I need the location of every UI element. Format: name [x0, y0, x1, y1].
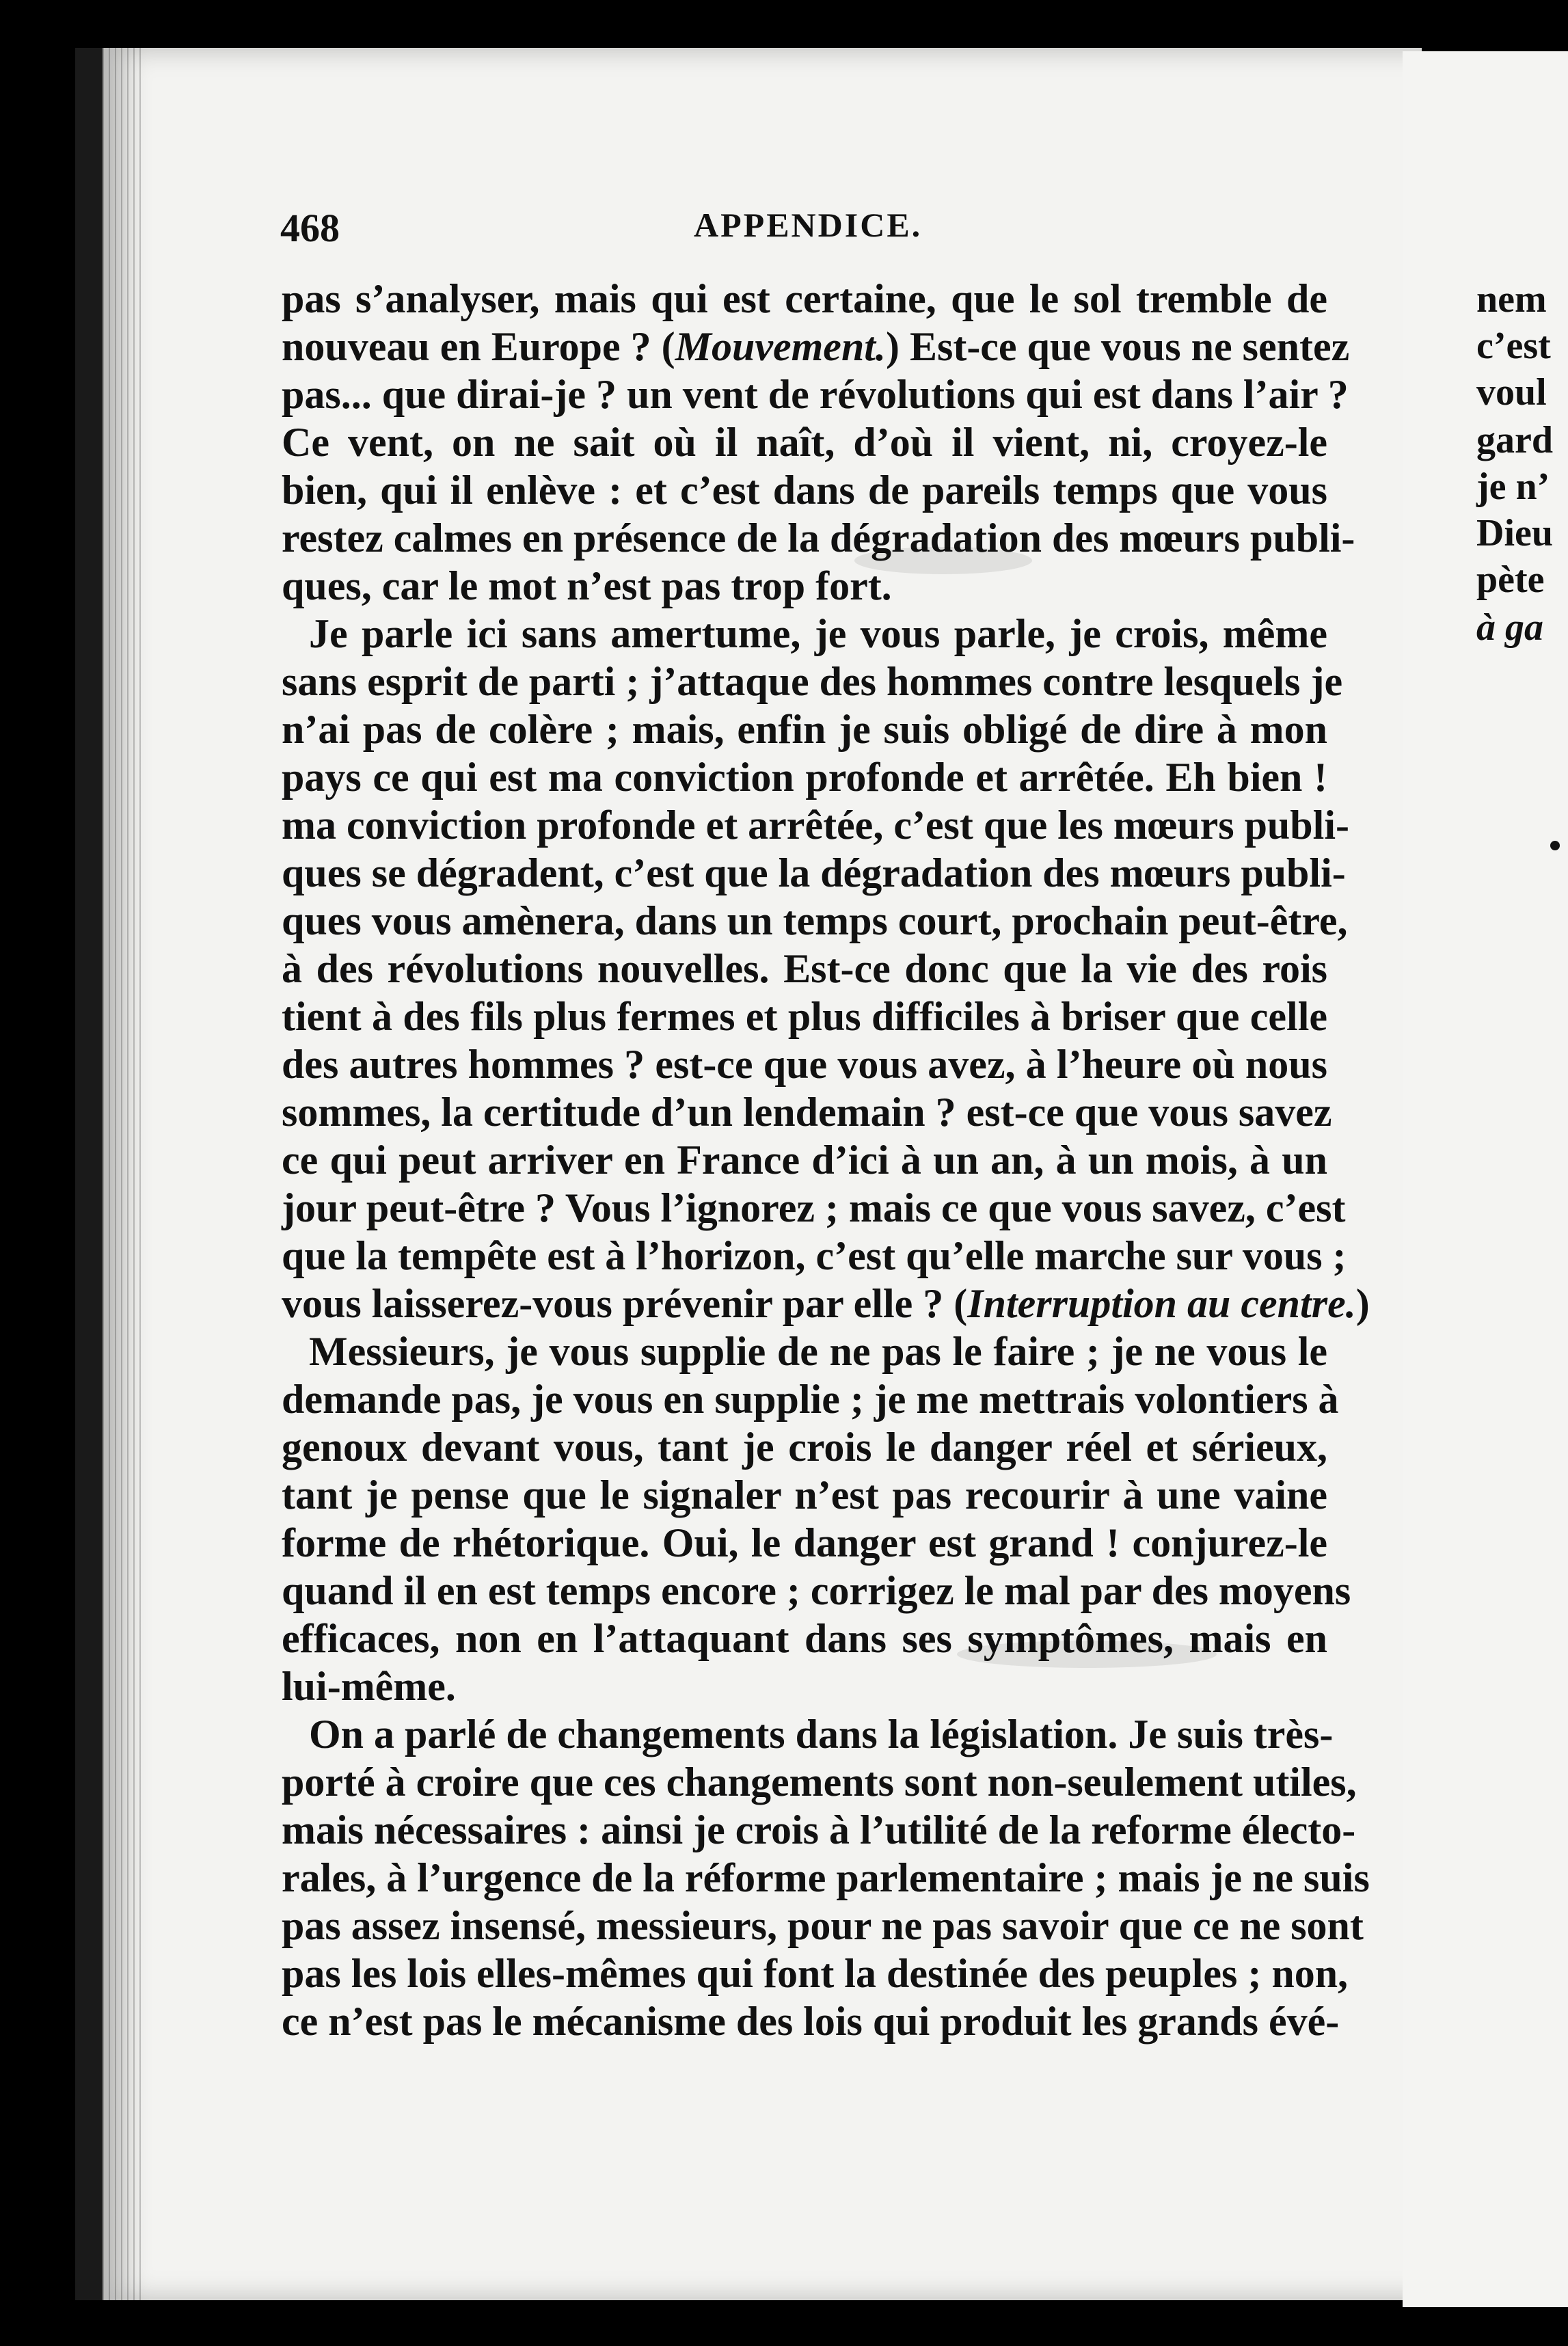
text-line: vous laisserez-vous prévenir par elle ? (Interruption au centre.: [282, 1281, 1356, 1326]
body-text: [282, 275, 1370, 2045]
text-line: restez calmes en présence de la dégradation des mœurs publi-: [282, 515, 1355, 561]
text-line: ce qui peut arriver en France d’ici à un an, à un mois, à un: [282, 1137, 1327, 1183]
text-line: jour peut-être ? Vous l’ignorez ; mais ce que vous savez, c’est: [282, 1185, 1346, 1230]
text-line: que la tempête est à l’horizon, c’est qu’elle marche sur vous ;: [282, 1233, 1347, 1278]
text-line: Ce vent, on ne sait où il naît, d’où il vient, ni, croyez-le: [282, 420, 1327, 465]
stage-direction: Mouvement.: [675, 324, 886, 369]
text-line: ce n’est pas le mécanisme des lois qui produit les grands évé-: [282, 1999, 1340, 2044]
text-line: ques, car le mot n’est pas trop fort.: [282, 563, 892, 608]
text-line: pas les lois elles-mêmes qui font la destinée des peuples ; non,: [282, 1951, 1349, 1996]
print-smudge: [854, 547, 1032, 574]
text-line: pas... que dirai-je ? un vent de révolutions qui est dans l’air ?: [282, 372, 1349, 417]
facing-page-line: nem: [1476, 278, 1547, 321]
text-line: bien, qui il enlève : et c’est dans de pareils temps que vous: [282, 468, 1327, 513]
facing-page-line: c’est: [1476, 325, 1551, 367]
text-line: tient à des fils plus fermes et plus difficiles à briser que celle: [282, 994, 1327, 1039]
text-line: Je parle ici sans amertume, je vous parle, je crois, même: [309, 611, 1327, 656]
facing-page-line: pète: [1476, 558, 1545, 601]
text-line: pas assez insensé, messieurs, pour ne pas savoir que ce ne sont: [282, 1903, 1364, 1948]
text-line: porté à croire que ces changements sont non-seulement utiles,: [282, 1760, 1357, 1805]
text-line: rales, à l’urgence de la réforme parlementaire ; mais je ne suis: [282, 1855, 1370, 1900]
stage-direction: Interruption au centre.: [967, 1281, 1356, 1326]
text-line: à des révolutions nouvelles. Est-ce donc que la vie des rois: [282, 946, 1327, 991]
text-line: efficaces, non en l’attaquant dans ses symptômes, mais en: [282, 1616, 1327, 1661]
facing-page-line: Dieu: [1476, 512, 1553, 554]
text-line: ma conviction profonde et arrêtée, c’est que les mœurs publi-: [282, 803, 1349, 848]
facing-page-mark: [1550, 841, 1560, 850]
text-line: lui-même.: [282, 1664, 456, 1709]
facing-page-line: gard: [1476, 419, 1553, 461]
text-line: quand il en est temps encore ; corrigez le mal par des moyens: [282, 1568, 1351, 1613]
text-line: On a parlé de changements dans la législation. Je suis très-: [309, 1712, 1334, 1757]
running-title: APPENDICE.: [694, 206, 923, 244]
text-line: nouveau en Europe ? (Mouvement.) Est-ce que vous ne sentez: [282, 324, 1350, 369]
text-line: pas s’analyser, mais qui est certaine, que le sol tremble de: [282, 276, 1327, 321]
running-head: [280, 205, 1326, 253]
page-gutter: [103, 48, 144, 2300]
text-line: Messieurs, je vous supplie de ne pas le faire ; je ne vous le: [309, 1329, 1327, 1374]
text-line: forme de rhétorique. Oui, le danger est grand ! conjurez-le: [282, 1520, 1327, 1565]
text-line: des autres hommes ? est-ce que vous avez, à l’heure où nous: [282, 1042, 1327, 1087]
text-line: ques vous amènera, dans un temps court, prochain peut-être,: [282, 898, 1348, 943]
text-line: tant je pense que le signaler n’est pas recourir à une vaine: [282, 1472, 1327, 1518]
text-line: n’ai pas de colère ; mais, enfin je suis obligé de dire à mon: [282, 707, 1327, 752]
text-line: demande pas, je vous en supplie ; je me mettrais volontiers à: [282, 1377, 1339, 1422]
facing-page-line: voul: [1476, 371, 1547, 414]
page-number: 468: [280, 206, 340, 250]
print-smudge: [957, 1641, 1217, 1668]
text-line: pays ce qui est ma conviction profonde et arrêtée. Eh bien !: [282, 755, 1327, 800]
text-line: ques se dégradent, c’est que la dégradation des mœurs publi-: [282, 850, 1346, 895]
text-line: sans esprit de parti ; j’attaque des hommes contre lesquels je: [282, 659, 1343, 704]
facing-page-line: à ga: [1476, 606, 1543, 649]
text-line: mais nécessaires : ainsi je crois à l’utilité de la reforme électo-: [282, 1807, 1356, 1852]
text-line: genoux devant vous, tant je crois le danger réel et sérieux,: [282, 1425, 1327, 1470]
facing-page-line: je n’: [1476, 466, 1550, 508]
text-line: sommes, la certitude d’un lendemain ? est-ce que vous savez: [282, 1090, 1332, 1135]
